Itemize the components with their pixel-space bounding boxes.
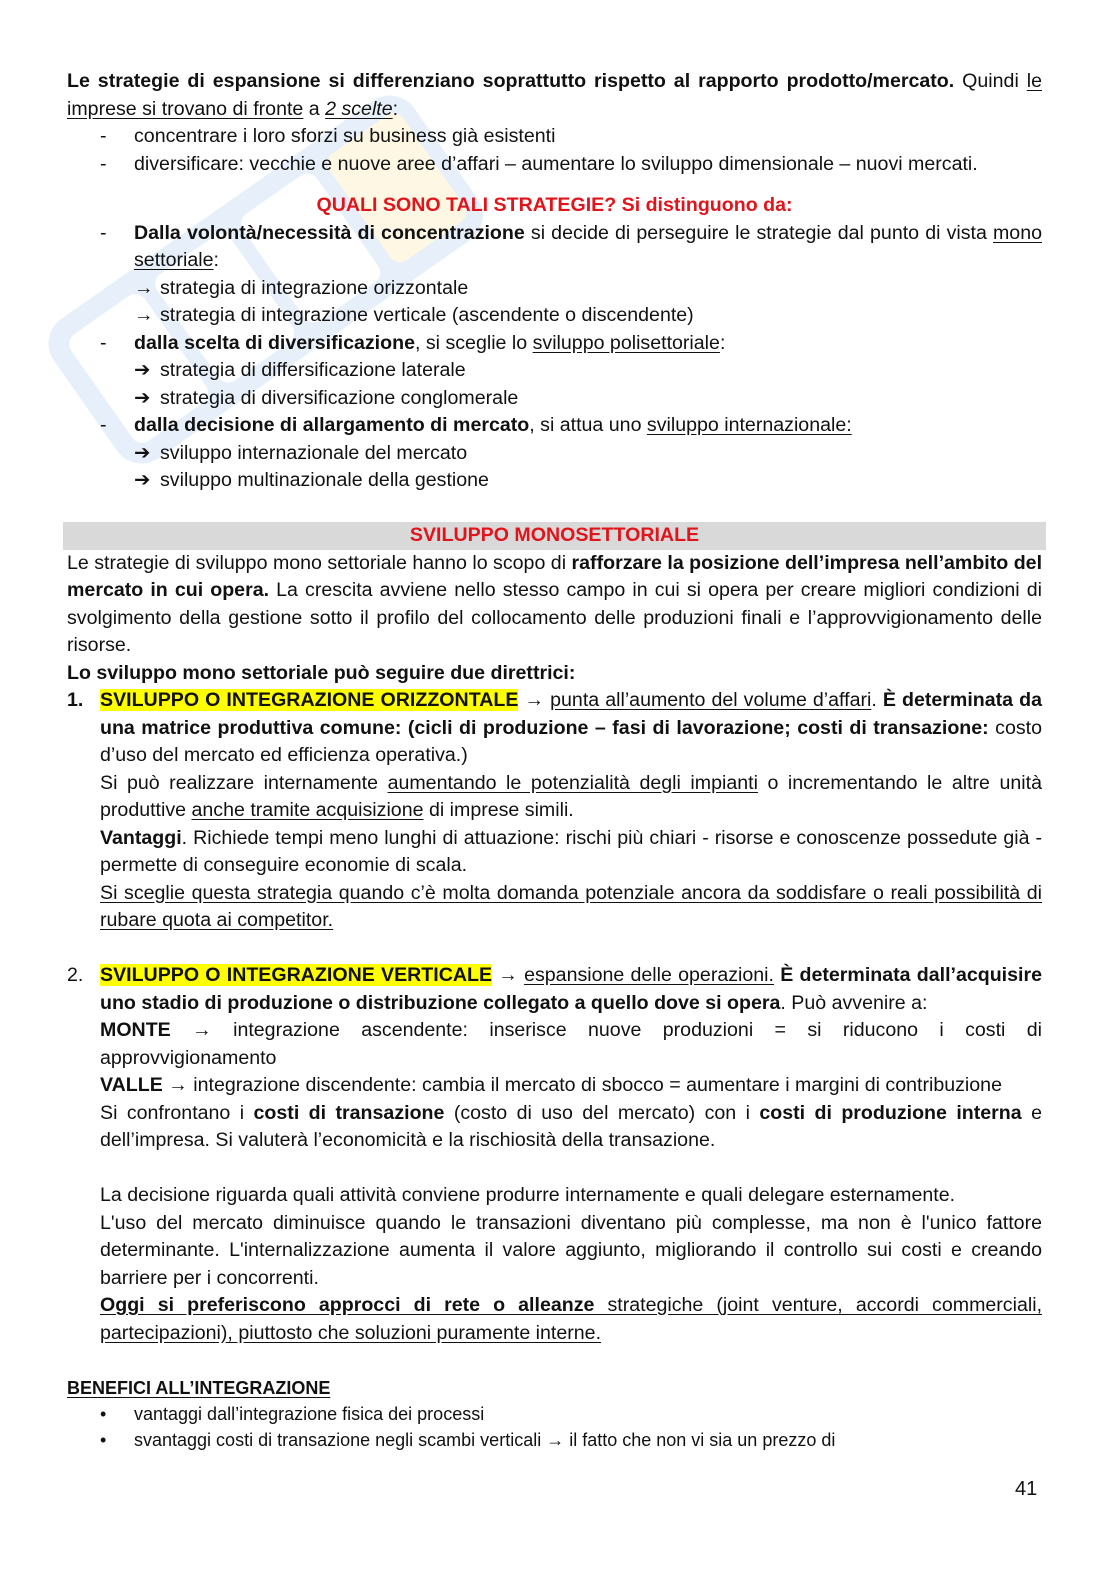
strategy-subitem: → strategia di integrazione orizzontale xyxy=(67,275,1042,303)
page-content xyxy=(67,68,1042,1453)
benefit-item: • svantaggi costi di transazione negli scambi verticali → il fatto che non vi sia un prezzo di xyxy=(100,1429,836,1450)
benefits-heading: BENEFICI ALL’INTEGRAZIONE xyxy=(67,1377,331,1398)
strategy-subitem: ➔ sviluppo multinazionale della gestione xyxy=(67,467,1042,495)
mono-directions-heading: Lo sviluppo mono settoriale può seguire due direttrici: xyxy=(67,661,576,684)
strategy-market-expansion: - dalla decisione di allargamento di mercato, si attua uno sviluppo internazionale: xyxy=(100,414,852,436)
strategy-subitem: ➔ strategia di diversificazione conglomerale xyxy=(67,385,1042,413)
arrow-icon: ➔ xyxy=(134,469,151,491)
mono-paragraph: Le strategie di sviluppo mono settoriale hanno lo scopo di rafforzare la posizione dell’impresa nell’ambito del mercato in cui opera. La crescita avviene nello stesso campo in cui si opera per creare migliori condizioni di svolgimento della gestione sotto il profilo del collocamento delle produzioni finali e l’approvvigionamento delle risorse. xyxy=(67,551,1043,656)
horizontal-integration-item: 1. SVILUPPO O INTEGRAZIONE ORIZZONTALE → punta all’aumento del volume d’affari. È determinata da una matrice produttiva comune: (cicli di produzione – fasi di lavorazione; costi di transazione: costo d’uso del mercato ed efficienza operativa.) Si può realizzare internamente aumentando le potenzialità degli impianti o incrementando le altre unità produttive anche tramite acquisizione di imprese simili. Vantaggi. Richiede tempi meno lunghi di attuazione: rischi più chiari - risorse e conoscenze possedute già - permette di conseguire economie di scala. Si sceglie questa strategia quando c’è molta domanda potenziale ancora da soddisfare o reali possibilità di rubare quota ai competitor. xyxy=(67,689,1043,931)
arrow-icon: → xyxy=(498,964,518,986)
strategy-concentration: - Dalla volontà/necessità di concentrazione si decide di perseguire le strategie dal punto di vista mono settoriale: xyxy=(100,221,1042,271)
strategy-subitem: ➔ sviluppo internazionale del mercato xyxy=(67,440,1042,468)
arrow-icon: → xyxy=(168,1074,188,1096)
arrow-icon: ➔ xyxy=(134,386,151,409)
arrow-icon: ➔ xyxy=(134,441,151,464)
strategy-subitem: → strategia di integrazione verticale (ascendente o discendente) xyxy=(67,302,1042,330)
section-title: SVILUPPO MONOSETTORIALE xyxy=(63,522,1046,550)
strategy-subitem: ➔ strategia di differsificazione laterale xyxy=(67,357,1042,385)
arrow-icon: → xyxy=(524,689,545,711)
page-number: 41 xyxy=(1015,1478,1038,1500)
benefit-item: • vantaggi dall’integrazione fisica dei processi xyxy=(100,1403,485,1424)
intro-paragraph: Le strategie di espansione si differenziano soprattutto rispetto al rapporto prodotto/mercato. Quindi le imprese si trovano di fronte a 2 scelte: xyxy=(67,70,1043,120)
vertical-integration-item: 2. SVILUPPO O INTEGRAZIONE VERTICALE → espansione delle operazioni. È determinata dall’acquisire uno stadio di produzione o distribuzione collegato a quello dove si opera. Può avvenire a: MONTE → integrazione ascendente: inserisce nuove produzioni = si riducono i costi di approvvigionamento VALLE → integrazione discendente: cambia il mercato di sbocco = aumentare i margini di contribuzione Si confrontano i costi di transazione (costo di uso del mercato) con i costi di produzione interna e dell’impresa. Si valuterà l’economicità e la rischiosità della transazione. La decisione riguarda quali attività conviene produrre internamente e quali delegare esternamente. L'uso del mercato diminuisce quando le transazioni diventano più complesse, ma non è l'unico fattore determinante. L'internalizzazione aumenta il valore aggiunto, migliorando il controllo sui costi e creando barriere per i concorrenti. Oggi si preferiscono approcci di rete o alleanze strategiche (joint venture, accordi commerciali, partecipazioni), piuttosto che soluzioni puramente interne. xyxy=(67,964,1043,1344)
highlighted-title: SVILUPPO O INTEGRAZIONE ORIZZONTALE xyxy=(100,689,519,711)
arrow-icon: → xyxy=(134,276,154,299)
arrow-icon: ➔ xyxy=(134,359,151,381)
choice-item: - diversificare: vecchie e nuove aree d’affari – aumentare lo sviluppo dimensionale – nuovi mercati. xyxy=(100,152,978,175)
strategy-diversification: - dalla scelta di diversificazione, si sceglie lo sviluppo polisettoriale: xyxy=(100,331,726,354)
choice-item: - concentrare i loro sforzi su business già esistenti xyxy=(100,125,556,147)
arrow-icon: → xyxy=(192,1019,212,1041)
arrow-icon: → xyxy=(134,304,154,326)
strategies-question: QUALI SONO TALI STRATEGIE? Si distinguono da: xyxy=(316,194,793,216)
highlighted-title: SVILUPPO O INTEGRAZIONE VERTICALE xyxy=(100,964,493,986)
